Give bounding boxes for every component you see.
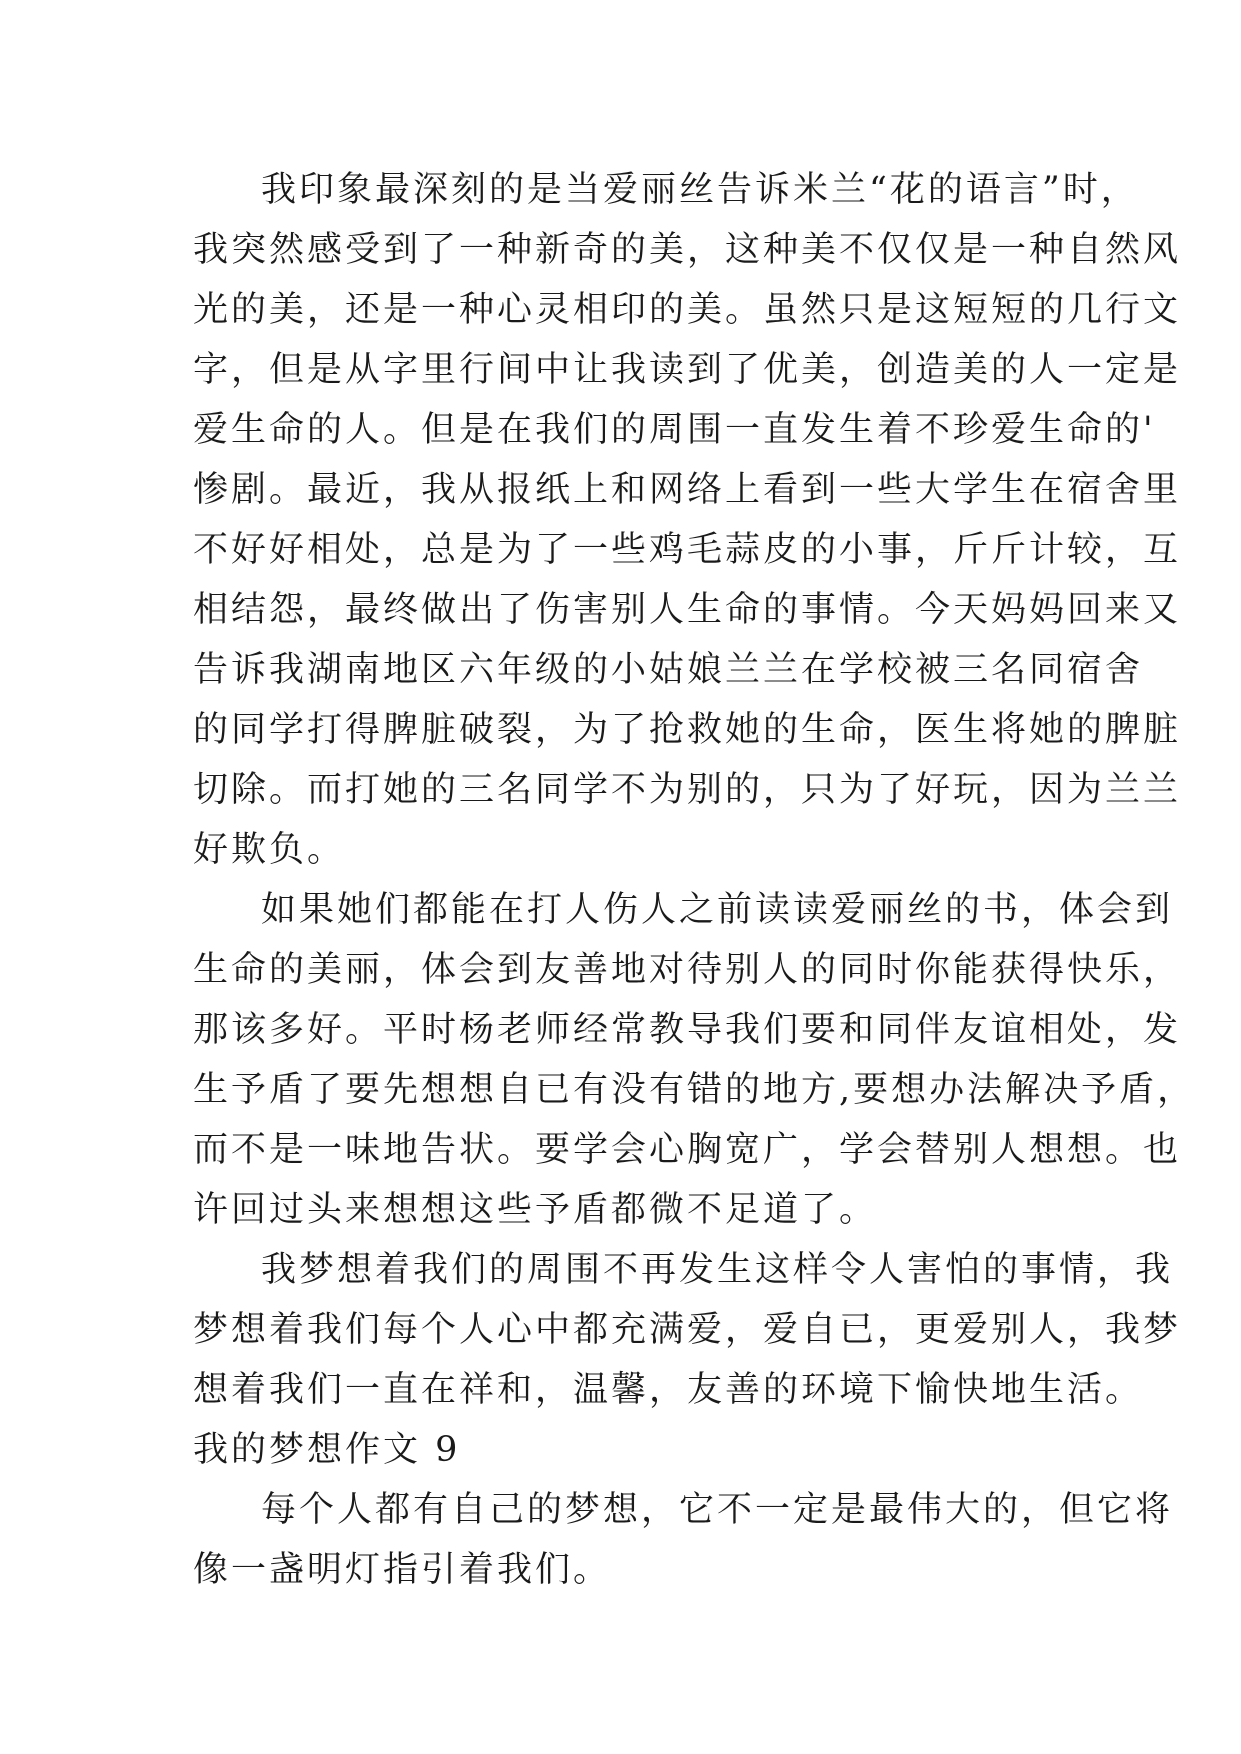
paragraph-line: 想着我们一直在祥和，温馨，友善的环境下愉快地生活。 <box>193 1370 1144 1410</box>
paragraph-line: 如果她们都能在打人伤人之前读读爱丽丝的书，体会到 <box>261 890 1174 930</box>
paragraph-line: 那该多好。平时杨老师经常教导我们要和同伴友谊相处，发 <box>193 1010 1182 1050</box>
paragraph-line: 字，但是从字里行间中让我读到了优美，创造美的人一定是 <box>193 350 1182 390</box>
paragraph-line: 而不是一味地告状。要学会心胸宽广，学会替别人想想。也 <box>193 1130 1182 1170</box>
paragraph-3 <box>193 1240 1182 1420</box>
paragraph-line: 许回过头来想想这些予盾都微不足道了。 <box>193 1190 878 1230</box>
paragraph-line: 的同学打得脾脏破裂，为了抢救她的生命，医生将她的脾脏 <box>193 710 1182 750</box>
paragraph-line: 我突然感受到了一种新奇的美，这种美不仅仅是一种自然风 <box>193 230 1182 270</box>
paragraph-line: 爱生命的人。但是在我们的周围一直发生着不珍爱生命的' <box>193 410 1156 450</box>
paragraph-line: 好欺负。 <box>193 830 346 870</box>
paragraph-line: 梦想着我们每个人心中都充满爱，爱自已，更爱别人，我梦 <box>193 1310 1182 1350</box>
document-body <box>193 160 1196 1600</box>
paragraph-line: 每个人都有自己的梦想，它不一定是最伟大的，但它将 <box>261 1490 1174 1530</box>
paragraph-line: 切除。而打她的三名同学不为别的，只为了好玩，因为兰兰 <box>193 770 1182 810</box>
paragraph-line: 生命的美丽，体会到友善地对待别人的同时你能获得快乐， <box>193 950 1182 990</box>
paragraph-1 <box>193 160 1182 880</box>
paragraph-line: 生予盾了要先想想自已有没有错的地方,要想办法解决予盾， <box>193 1070 1196 1110</box>
paragraph-line: 我印象最深刻的是当爱丽丝告诉米兰“花的语言”时， <box>261 170 1139 210</box>
paragraph-4 <box>193 1480 1174 1600</box>
paragraph-line: 不好好相处，总是为了一些鸡毛蒜皮的小事，斤斤计较，互 <box>193 530 1182 570</box>
paragraph-line: 我梦想着我们的周围不再发生这样令人害怕的事情，我 <box>261 1250 1174 1290</box>
paragraph-line: 相结怨，最终做出了伤害别人生命的事情。今天妈妈回来又 <box>193 590 1182 630</box>
paragraph-line: 光的美，还是一种心灵相印的美。虽然只是这短短的几行文 <box>193 290 1182 330</box>
paragraph-line: 像一盏明灯指引着我们。 <box>193 1550 612 1590</box>
paragraph-2 <box>193 880 1196 1240</box>
paragraph-line: 告诉我湖南地区六年级的小姑娘兰兰在学校被三名同宿舍 <box>193 650 1144 690</box>
paragraph-line: 惨剧。最近，我从报纸上和网络上看到一些大学生在宿舍里 <box>193 470 1182 510</box>
section-heading: 我的梦想作文 9 <box>193 1430 461 1470</box>
